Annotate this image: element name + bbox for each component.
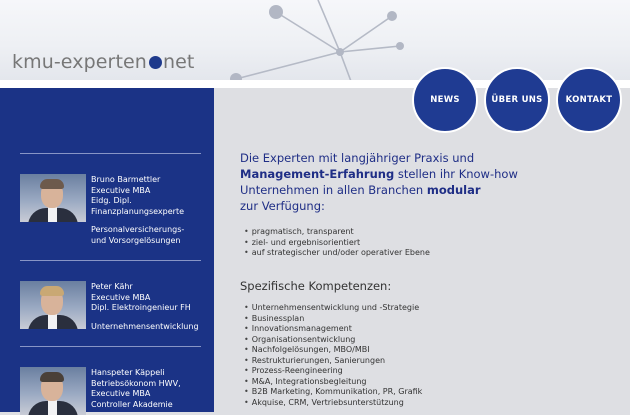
intro-emphasis: modular bbox=[426, 183, 481, 197]
intro-line-text: stellen ihr Know-how bbox=[394, 167, 518, 181]
expert-info bbox=[91, 368, 226, 410]
list-item: • Unternehmensentwicklung und -Strategie bbox=[244, 303, 422, 314]
sidebar-divider bbox=[20, 153, 201, 154]
expert-photo bbox=[20, 281, 86, 329]
list-item: • pragmatisch, transparent bbox=[244, 227, 430, 238]
expert-title: Executive MBA bbox=[91, 292, 151, 302]
expert-name: Peter Kähr bbox=[91, 282, 133, 291]
site-logo[interactable] bbox=[12, 51, 194, 73]
list-item: • Businessplan bbox=[244, 314, 422, 325]
expert-title: Eidg. Dipl. bbox=[91, 196, 132, 205]
expert-title: Controller Akademie bbox=[91, 399, 173, 409]
list-item: • M&A, Integrationsbegleitung bbox=[244, 377, 422, 388]
expert-focus: Unternehmensentwicklung bbox=[91, 321, 199, 331]
header bbox=[0, 0, 630, 82]
intro-line bbox=[240, 182, 518, 198]
expert-info bbox=[91, 282, 226, 332]
expert-name: Bruno Barmettler bbox=[91, 175, 161, 184]
list-item: • Prozess-Reengineering bbox=[244, 366, 422, 377]
expert-title: Dipl. Elektroingenieur FH bbox=[91, 303, 191, 312]
expert-name: Hanspeter Käppeli bbox=[91, 368, 165, 377]
expert-title: Betriebsökonom HWV, bbox=[91, 378, 181, 388]
expert-focus: Personalversicherungs- bbox=[91, 225, 185, 234]
expert-title: Executive MBA bbox=[91, 185, 151, 195]
nav-news-button[interactable]: NEWS bbox=[412, 67, 478, 133]
logo-dot-icon bbox=[149, 56, 162, 69]
expert-photo bbox=[20, 367, 86, 415]
list-item: • Organisationsentwicklung bbox=[244, 335, 422, 346]
expert-title: Executive MBA bbox=[91, 389, 151, 398]
logo-text: kmu-experten bbox=[12, 51, 147, 73]
intro-text bbox=[240, 150, 518, 214]
intro-line: zur Verfügung: bbox=[240, 199, 325, 213]
expert-focus: und Vorsorgelösungen bbox=[91, 235, 181, 245]
expert-photo bbox=[20, 174, 86, 222]
intro-emphasis: Management-Erfahrung bbox=[240, 167, 395, 181]
list-item: • Innovationsmanagement bbox=[244, 324, 422, 335]
intro-line-text: Unternehmen in allen Branchen bbox=[240, 183, 427, 197]
nav-about-button[interactable]: ÜBER UNS bbox=[484, 67, 550, 133]
sidebar-divider bbox=[20, 260, 201, 261]
principles-list bbox=[244, 227, 430, 259]
intro-line: Die Experten mit langjähriger Praxis und bbox=[240, 151, 475, 165]
intro-line bbox=[240, 166, 518, 182]
sidebar-divider bbox=[20, 346, 201, 347]
experts-sidebar bbox=[0, 88, 214, 412]
list-item: • B2B Marketing, Kommunikation, PR, Grafik bbox=[244, 387, 422, 398]
expert-info bbox=[91, 175, 226, 246]
logo-text-suffix: net bbox=[162, 51, 195, 73]
list-item: • auf strategischer und/oder operativer Ebene bbox=[244, 248, 430, 259]
competences-list bbox=[244, 303, 422, 408]
list-item: • ziel- und ergebnisorientiert bbox=[244, 238, 430, 249]
competences-heading: Spezifische Kompetenzen: bbox=[240, 279, 392, 293]
list-item: • Restrukturierungen, Sanierungen bbox=[244, 356, 422, 367]
nav-contact-button[interactable]: KONTAKT bbox=[556, 67, 622, 133]
list-item: • Nachfolgelösungen, MBO/MBI bbox=[244, 345, 422, 356]
expert-title: Finanzplanungsexperte bbox=[91, 206, 185, 216]
list-item: • Akquise, CRM, Vertriebsunterstützung bbox=[244, 398, 422, 409]
